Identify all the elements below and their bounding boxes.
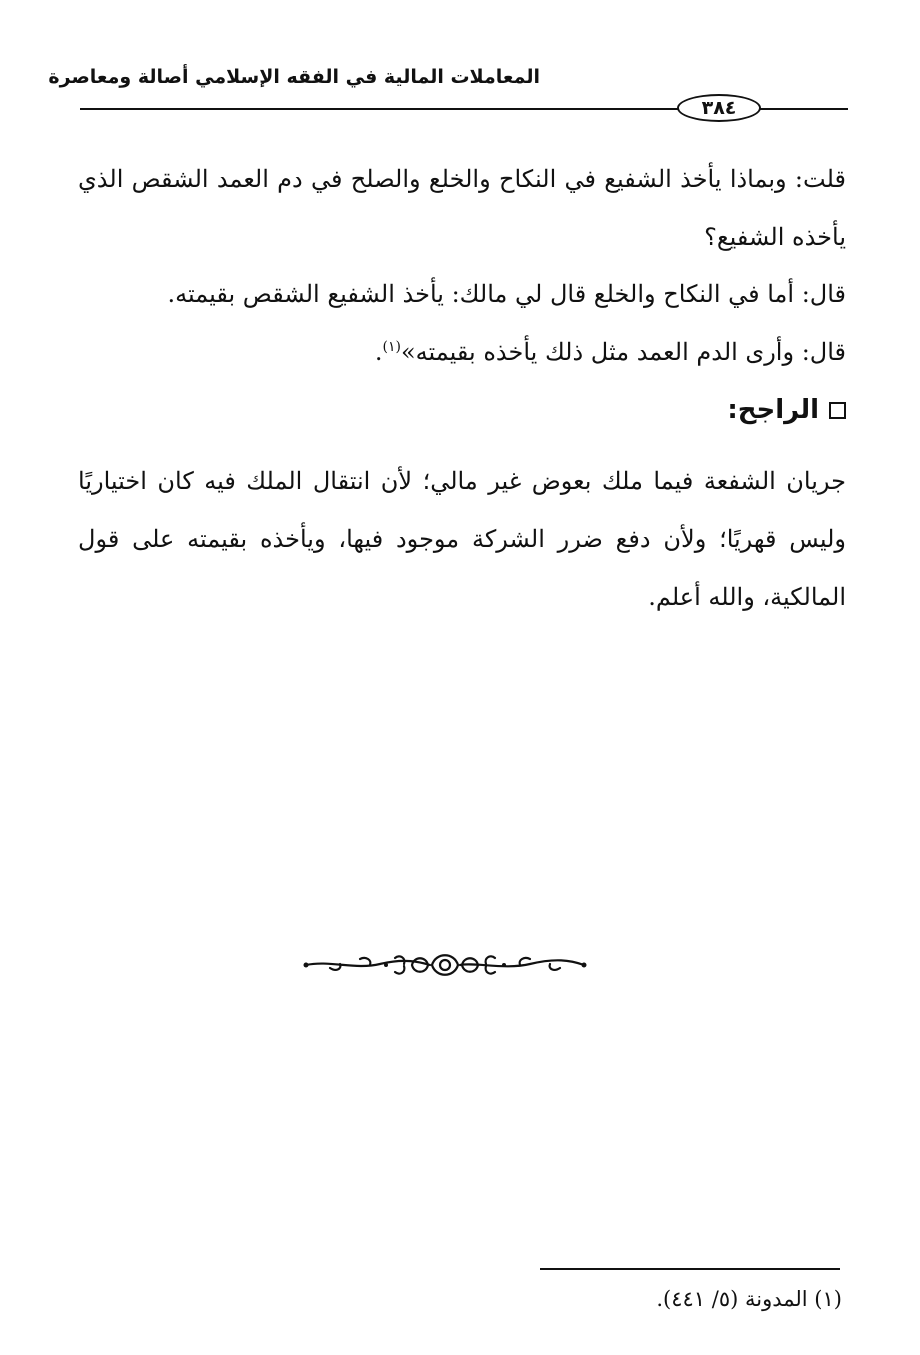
answer-2-text: قال: وأرى الدم العمد مثل ذلك يأخذه بقيمته» (400, 338, 846, 366)
page-number-badge (677, 94, 761, 122)
footnote-text: (١) المدونة (٥/ ٤٤١). (656, 1287, 842, 1311)
conclusion-paragraph (78, 452, 846, 626)
section-heading-text: الراجح: (727, 395, 819, 425)
section-heading (78, 395, 846, 425)
question-text: قلت: وبماذا يأخذ الشفيع في النكاح والخلع والصلح في دم العمد الشقص الذي يأخذه الشفيع؟ (78, 165, 846, 251)
page-number: ٣٨٤ (701, 97, 737, 119)
answer-2-paragraph (78, 323, 846, 381)
floral-ornament-icon (300, 944, 590, 984)
conclusion-text: جريان الشفعة فيما ملك بعوض غير مالي؛ لأن انتقال الملك فيه كان اختياريًا وليس قهريًا؛ ولأن دفع ضرر الشركة موجود فيها، ويأخذه بقيمته على قول المالكية، والله أعلم. (78, 467, 846, 611)
answer-2-end: . (374, 338, 383, 366)
footnote-reference[interactable]: (١) (382, 339, 401, 355)
square-outline-icon (829, 402, 846, 419)
running-title: المعاملات المالية في الفقه الإسلامي أصالة ومعاصرة (48, 66, 540, 88)
footnote (342, 1287, 842, 1311)
answers-block (78, 265, 846, 381)
footnote-rule (540, 1268, 840, 1270)
answer-1-text: قال: أما في النكاح والخلع قال لي مالك: يأخذ الشفيع الشقص بقيمته. (167, 280, 846, 308)
question-paragraph (78, 150, 846, 266)
